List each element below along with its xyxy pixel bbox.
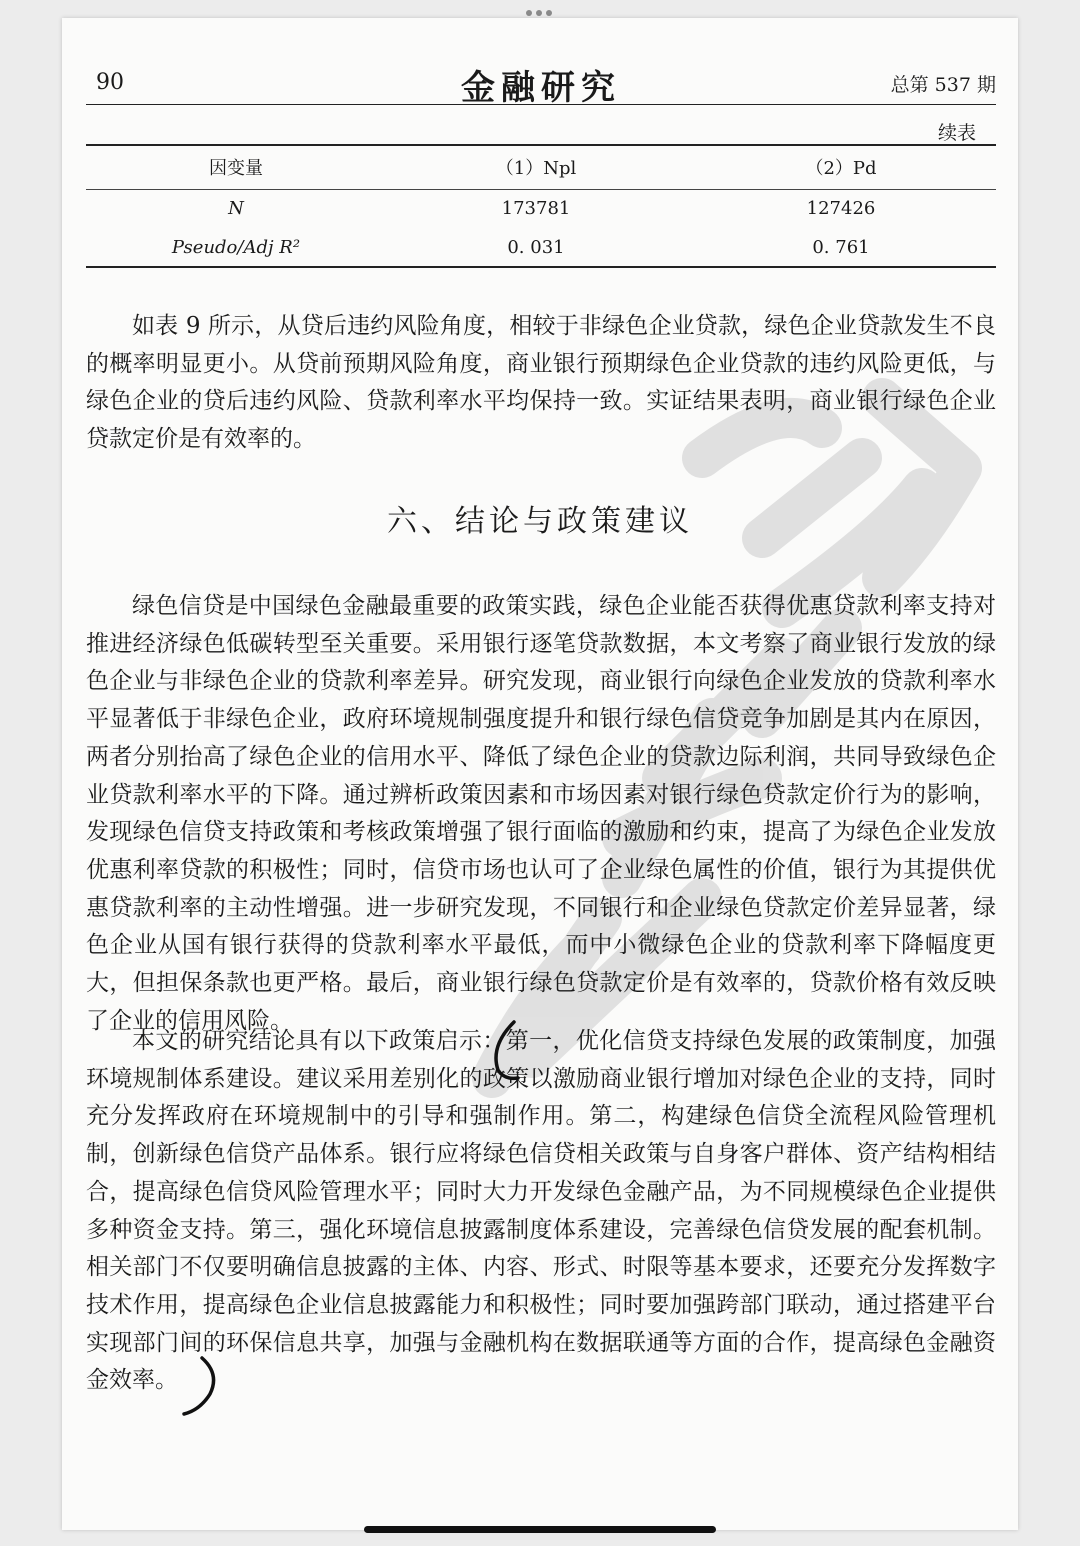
conclusion-paragraph: 绿色信贷是中国绿色金融最重要的政策实践，绿色企业能否获得优惠贷款利率支持对推进经济绿色低碳转型至关重要。采用银行逐笔贷款数据，本文考察了商业银行发放的绿色企业与非绿色企业的贷款利率差异。研究发现，商业银行向绿色企业发放的贷款利率水平显著低于非绿色企业，政府环境规制强度提升和银行绿色信贷竞争加剧是其内在原因，两者分别抬高了绿色企业的信用水平、降低了绿色企业的贷款边际利润，共同导致绿色企业贷款利率水平的下降。通过辨析政策因素和市场因素对银行绿色贷款定价行为的影响，发现绿色信贷支持政策和考核政策增强了银行面临的激励和约束，提高了为绿色企业发放优惠利率贷款的积极性；同时，信贷市场也认可了企业绿色属性的价值，银行为其提供优惠贷款利率的主动性增强。进一步研究发现，不同银行和企业绿色贷款定价差异显著，绿色企业从国有银行获得的贷款利率水平最低，而中小微绿色企业的贷款利率下降幅度更大，但担保条款也更严格。最后，商业银行绿色贷款定价是有效率的，贷款价格有效反映了企业的信用风险。 (86, 593, 996, 1034)
page-number: 90 (96, 70, 124, 95)
row-label: N (228, 198, 244, 220)
cell-value: 0. 031 (507, 236, 565, 258)
results-paragraph: 如表 9 所示，从贷后违约风险角度，相较于非绿色企业贷款，绿色企业贷款发生不良的概率明显更小。从贷前预期风险角度，商业银行预期绿色企业贷款的违约风险更低，与绿色企业的贷后违约风险、贷款利率水平均保持一致。实证结果表明，商业银行绿色企业贷款定价是有效率的。 (86, 313, 996, 453)
cell-value: 0. 761 (812, 236, 870, 258)
column-header-npl: （1）Npl (495, 158, 577, 180)
handle-dot (546, 10, 552, 16)
journal-title: 金融研究 (461, 68, 621, 108)
home-indicator-bar[interactable] (364, 1526, 716, 1533)
section-title: 六、结论与政策建议 (387, 504, 693, 539)
column-header-dependent-variable: 因变量 (209, 158, 263, 180)
table-row (86, 228, 996, 267)
policy-paragraph: 本文的研究结论具有以下政策启示：第一，优化信贷支持绿色发展的政策制度，加强环境规制体系建设。建议采用差别化的政策以激励商业银行增加对绿色企业的支持，同时充分发挥政府在环境规制中的引导和强制作用。第二，构建绿色信贷全流程风险管理机制，创新绿色信贷产品体系。银行应将绿色信贷相关政策与自身客户群体、资产结构相结合，提高绿色信贷风险管理水平；同时大力开发绿色金融产品，为不同规模绿色企业提供多种资金支持。第三，强化环境信息披露制度体系建设，完善绿色信贷发展的配套机制。相关部门不仅要明确信息披露的主体、内容、形式、时限等基本要求，还要充分发挥数字技术作用，提高绿色企业信息披露能力和积极性；同时要加强跨部门联动，通过搭建平台实现部门间的环保信息共享，加强与金融机构在数据联通等方面的合作，提高绿色金融资金效率。 (86, 1028, 996, 1394)
cell-value: 173781 (501, 198, 571, 220)
column-header-pd: （2）Pd (805, 158, 877, 180)
handle-dot (536, 10, 542, 16)
window-handle[interactable] (526, 10, 552, 16)
cell-value: 127426 (806, 198, 876, 220)
row-label: Pseudo/Adj R² (171, 236, 301, 258)
table-continued-label: 续表 (937, 122, 976, 144)
issue-number: 总第 537 期 (890, 74, 996, 96)
handle-dot (526, 10, 532, 16)
page-header (86, 64, 996, 108)
document-page (62, 18, 1018, 1530)
regression-table (86, 144, 996, 268)
table-header-row (86, 145, 996, 189)
table-row (86, 189, 996, 228)
